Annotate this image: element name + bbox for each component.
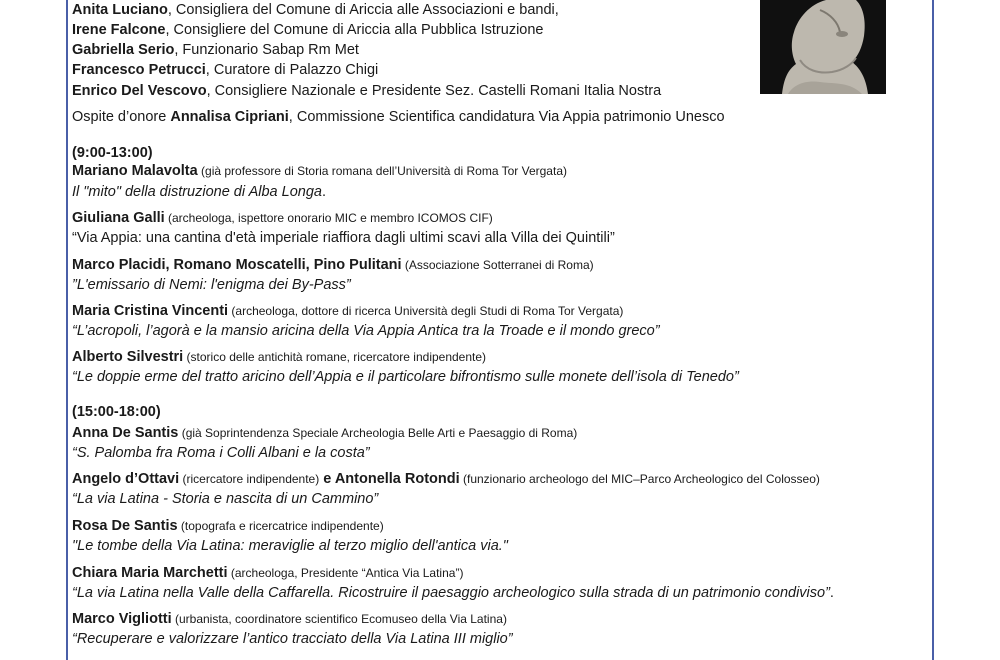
talk-speakers: Maria Cristina Vincenti (archeologa, dottore di ricerca Università degli Studi di Roma Tor Vergata) — [72, 303, 624, 319]
marble-bust-icon — [760, 0, 886, 94]
committee-member: Anita Luciano, Consigliera del Comune di Ariccia alle Associazioni e bandi, — [72, 2, 559, 18]
talk-title: “Via Appia: una cantina d'età imperiale riaffiora dagli ultimi scavi alla Villa dei Quintili” — [72, 230, 615, 246]
talk-title: “L’acropoli, l’agorà e la mansio aricina della Via Appia Antica tra la Troade e il mondo greco” — [72, 323, 660, 339]
talk-speakers: Rosa De Santis (topografa e ricercatrice indipendente) — [72, 518, 384, 534]
talk-title: ”L'emissario di Nemi: l'enigma dei By-Pass” — [72, 277, 351, 293]
talk-title: "Le tombe della Via Latina: meraviglie al terzo miglio dell'antica via." — [72, 538, 508, 554]
talk-speakers: Giuliana Galli (archeologa, ispettore onorario MIC e membro ICOMOS CIF) — [72, 210, 493, 226]
talk-speakers: Marco Vigliotti (urbanista, coordinatore scientifico Ecomuseo della Via Latina) — [72, 611, 507, 627]
talk-speakers: Alberto Silvestri (storico delle antichità romane, ricercatore indipendente) — [72, 349, 487, 365]
guest-of-honor: Ospite d’onore Annalisa Cipriani, Commissione Scientifica candidatura Via Appia patrimonio Unesco — [72, 109, 725, 125]
page-border-right — [932, 0, 934, 660]
talk-title: Il "mito" della distruzione di Alba Longa. — [72, 184, 326, 200]
committee-member: Enrico Del Vescovo, Consigliere Nazionale e Presidente Sez. Castelli Romani Italia Nostra — [72, 83, 662, 99]
page-border-left — [66, 0, 68, 660]
session-time-morning: (9:00-13:00) — [72, 145, 153, 161]
talk-title: “S. Palomba fra Roma i Colli Albani e la costa” — [72, 445, 370, 461]
talk-title: “Recuperare e valorizzare l’antico tracciato della Via Latina III miglio” — [72, 631, 513, 647]
talk-speakers: Chiara Maria Marchetti (archeologa, Presidente “Antica Via Latina”) — [72, 565, 464, 581]
committee-member: Francesco Petrucci, Curatore di Palazzo Chigi — [72, 62, 379, 78]
talk-speakers: Mariano Malavolta (già professore di Storia romana dell’Università di Roma Tor Vergata) — [72, 163, 567, 179]
committee-member: Irene Falcone, Consigliere del Comune di Ariccia alla Pubblica Istruzione — [72, 22, 544, 38]
marble-bust-image — [760, 0, 886, 94]
talk-title: “La via Latina - Storia e nascita di un Cammino” — [72, 491, 379, 507]
talk-speakers: Angelo d’Ottavi (ricercatore indipendente) e Antonella Rotondi (funzionario archeologo del MIC–Parco Archeologico del Colosseo) — [72, 471, 820, 487]
talk-speakers: Marco Placidi, Romano Moscatelli, Pino Pulitani (Associazione Sotterranei di Roma) — [72, 257, 594, 273]
committee-member: Gabriella Serio, Funzionario Sabap Rm Met — [72, 42, 359, 58]
talk-title: “La via Latina nella Valle della Caffarella. Ricostruire il paesaggio archeologico sulla strada di un patrimonio condiviso”. — [72, 585, 834, 601]
talk-title: “Le doppie erme del tratto aricino dell’Appia e il particolare bifrontismo sulle monete dell’isola di Tenedo” — [72, 369, 739, 385]
session-time-afternoon: (15:00-18:00) — [72, 404, 161, 420]
talk-speakers: Anna De Santis (già Soprintendenza Speciale Archeologia Belle Arti e Paesaggio di Roma) — [72, 425, 578, 441]
